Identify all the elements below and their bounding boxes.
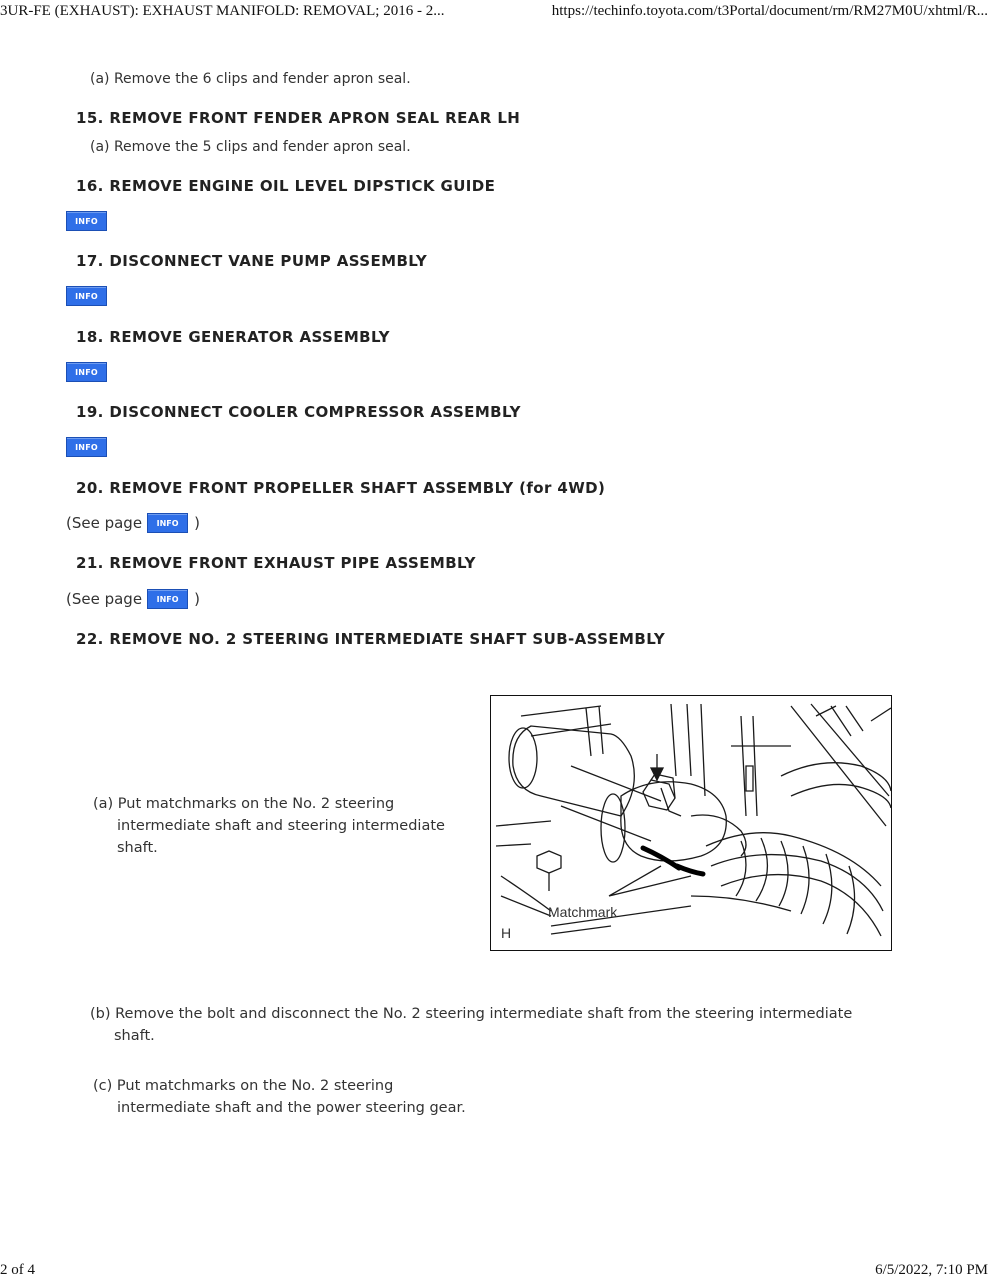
step-19-heading: 19. DISCONNECT COOLER COMPRESSOR ASSEMBLY [76,403,521,421]
step-15-heading: 15. REMOVE FRONT FENDER APRON SEAL REAR LH [76,109,521,127]
step-22b-text [90,1003,852,1047]
step-16-heading: 16. REMOVE ENGINE OIL LEVEL DIPSTICK GUIDE [76,177,496,195]
step-17-info-button[interactable]: INFO [66,286,107,306]
step-21-heading: 21. REMOVE FRONT EXHAUST PIPE ASSEMBLY [76,554,476,572]
see-page-suffix: ) [194,590,200,608]
step-19-info-button[interactable]: INFO [66,437,107,457]
figure-corner-letter: H [501,925,512,941]
step-22c-line2: intermediate shaft and the power steering gear. [117,1100,466,1116]
step-21-see-page [66,589,200,609]
step-22-heading: 22. REMOVE NO. 2 STEERING INTERMEDIATE SHAFT SUB-ASSEMBLY [76,630,666,648]
see-page-suffix: ) [194,514,200,532]
print-datetime: 6/5/2022, 7:10 PM [875,1262,988,1278]
step-22b-line2: shaft. [114,1028,155,1044]
see-page-prefix: (See page [66,590,143,608]
matchmark-illustration [490,695,892,951]
step-20-info-button[interactable]: INFO [147,513,188,533]
step-17-heading: 17. DISCONNECT VANE PUMP ASSEMBLY [76,252,428,270]
step-18-heading: 18. REMOVE GENERATOR ASSEMBLY [76,328,390,346]
page-number: 2 of 4 [0,1262,35,1278]
step-14a-text: (a) Remove the 6 clips and fender apron seal. [90,71,411,87]
step-16-info-button[interactable]: INFO [66,211,107,231]
step-15a-text: (a) Remove the 5 clips and fender apron seal. [90,139,411,155]
matchmark-callout: Matchmark [548,904,618,920]
step-20-heading: 20. REMOVE FRONT PROPELLER SHAFT ASSEMBLY (for 4WD) [76,479,606,497]
document-url[interactable]: https://techinfo.toyota.com/t3Portal/document/rm/RM27M0U/xhtml/R... [551,3,988,19]
step-22c-text [93,1075,466,1119]
step-22a-line3: shaft. [117,840,158,856]
step-22a-line1: (a) Put matchmarks on the No. 2 steering [93,796,395,812]
step-18-info-button[interactable]: INFO [66,362,107,382]
step-22a-text [93,793,445,859]
step-21-info-button[interactable]: INFO [147,589,188,609]
step-22c-line1: (c) Put matchmarks on the No. 2 steering [93,1078,394,1094]
step-22a-line2: intermediate shaft and steering intermediate [117,818,445,834]
document-title: 3UR-FE (EXHAUST): EXHAUST MANIFOLD: REMOVAL; 2016 - 2... [0,3,445,19]
see-page-prefix: (See page [66,514,143,532]
step-22b-line1: (b) Remove the bolt and disconnect the No. 2 steering intermediate shaft from the steering intermediate [90,1006,853,1022]
step-20-see-page [66,513,200,533]
